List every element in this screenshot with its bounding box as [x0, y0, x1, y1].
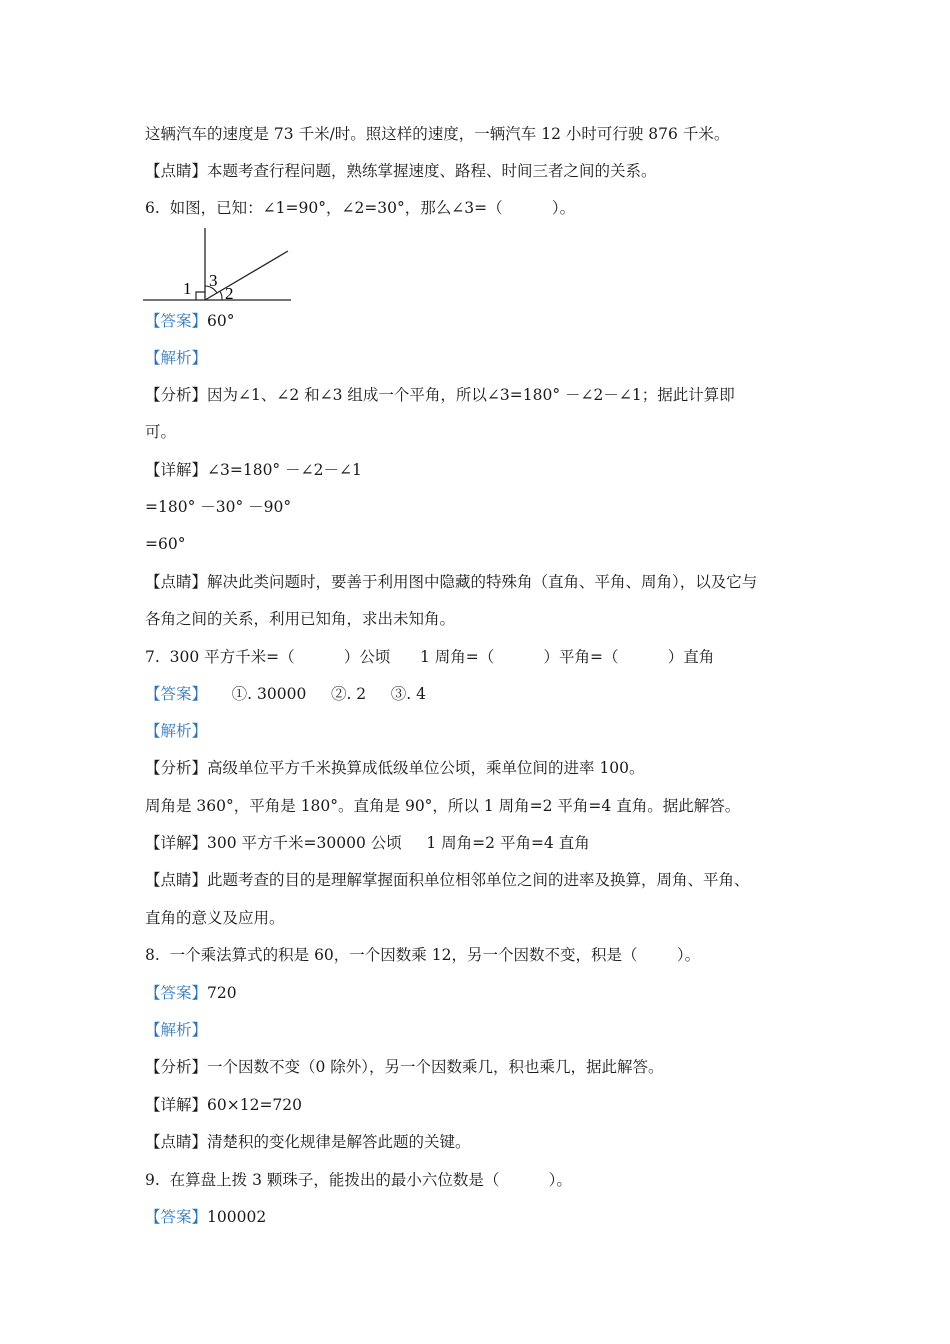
right-angle-mark — [196, 292, 205, 300]
analysis-heading: 【解析】 — [145, 349, 208, 367]
note-line: 【点睛】此题考查的目的是理解掌握面积单位相邻单位之间的进率及换算，周角、平角、 — [145, 871, 750, 889]
step-line: =180° －30° －90° — [145, 498, 292, 516]
text-line: 这辆汽车的速度是 73 千米/时。照这样的速度，一辆汽车 12 小时可行驶 876 千米。 — [145, 125, 730, 143]
note-line: 【点睛】解决此类问题时，要善于利用图中隐藏的特殊角（直角、平角、周角），以及它与 — [145, 573, 758, 591]
note-tag: 【点睛】 — [145, 162, 208, 180]
step-line: =60° — [145, 535, 186, 553]
note-line-2: 各角之间的关系，利用已知角，求出未知角。 — [145, 610, 456, 628]
analysis-line: 【分析】高级单位平方千米换算成低级单位公顷，乘单位间的进率 100。 — [145, 759, 645, 777]
detail-line: 【详解】300 平方千米=30000 公顷 1 周角=2 平角=4 直角 — [145, 834, 590, 852]
angle-2-arc — [220, 291, 222, 300]
question-8: 8. 一个乘法算式的积是 60，一个因数乘 12，另一个因数不变，积是（ ）。 — [145, 946, 701, 964]
detail-line: 【详解】∠3=180° －∠2－∠1 — [145, 461, 362, 479]
note-line: 【点睛】清楚积的变化规律是解答此题的关键。 — [145, 1133, 471, 1151]
question-7: 7. 300 平方千米=（ ）公顷 1 周角=（ ）平角=（ ）直角 — [145, 648, 715, 666]
analysis-heading: 【解析】 — [145, 722, 208, 740]
detail-line: 【详解】60×12=720 — [145, 1096, 303, 1114]
angle-figure — [143, 226, 293, 306]
analysis-line-2: 周角是 360°，平角是 180°。直角是 90°，所以 1 周角=2 平角=4 直角。据此解答。 — [145, 797, 741, 815]
analysis-heading: 【解析】 — [145, 1021, 208, 1039]
note-line: 【点睛】本题考查行程问题，熟练掌握速度、路程、时间三者之间的关系。 — [145, 162, 657, 180]
question-9: 9. 在算盘上拨 3 颗珠子，能拨出的最小六位数是（ ）。 — [145, 1171, 572, 1189]
angle-2-label: 2 — [225, 284, 234, 303]
question-6: 6. 如图，已知：∠1=90°，∠2=30°，那么∠3=（ ）。 — [145, 199, 576, 217]
answer-line: 【答案】60° — [145, 312, 235, 330]
answer-line: 【答案】720 — [145, 984, 237, 1002]
angle-1-label: 1 — [183, 279, 192, 298]
answer-line: 【答案】100002 — [145, 1208, 267, 1226]
note-line-2: 直角的意义及应用。 — [145, 909, 285, 927]
analysis-line-2: 可。 — [145, 423, 177, 441]
analysis-line: 【分析】因为∠1、∠2 和∠3 组成一个平角，所以∠3=180° －∠2－∠1；据此计算即 — [145, 386, 735, 404]
analysis-line: 【分析】一个因数不变（0 除外），另一个因数乘几，积也乘几，据此解答。 — [145, 1058, 664, 1076]
angle-3-label: 3 — [209, 271, 218, 290]
answer-line: 【答案】 ①. 30000 ②. 2 ③. 4 — [145, 685, 427, 703]
